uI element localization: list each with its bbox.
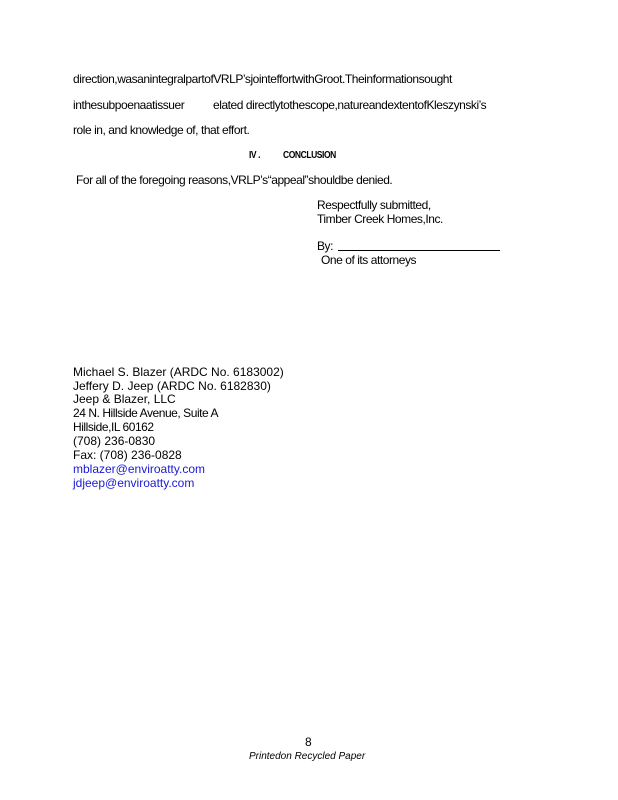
- signature-closing: Respectfully submitted,: [317, 198, 431, 212]
- footer-note: Printedon Recycled Paper: [249, 751, 366, 762]
- body-line-1: direction,wasanintegralpartofVRLP’sjointeffortwithGroot.Theinformationsought: [73, 72, 452, 86]
- attorney-name-2: Jeffery D. Jeep (ARDC No. 6182830): [73, 379, 271, 393]
- body-line-3: role in, and knowledge of, that effort.: [73, 123, 250, 137]
- body-line-2a: inthesubpoenaatissuer: [73, 98, 185, 112]
- attorney-name-1: Michael S. Blazer (ARDC No. 6183002): [73, 365, 284, 379]
- signature-by-label: By:: [317, 239, 333, 253]
- signature-role: One of its attorneys: [321, 253, 417, 267]
- email-link-2[interactable]: jdjeep@enviroatty.com: [73, 476, 195, 490]
- firm-city: Hillside,IL 60162: [73, 420, 154, 434]
- firm-phone: (708) 236-0830: [73, 434, 156, 448]
- signature-line: [338, 250, 500, 251]
- conclusion-text: For all of the foregoing reasons,VRLP’s“appeal”shouldbe denied.: [76, 173, 393, 187]
- signature-party: Timber Creek Homes,Inc.: [317, 212, 443, 226]
- email-link-1[interactable]: mblazer@enviroatty.com: [73, 462, 205, 476]
- firm-fax: Fax: (708) 236-0828: [73, 448, 182, 462]
- page-number: 8: [305, 735, 312, 749]
- firm-name: Jeep & Blazer, LLC: [73, 392, 176, 406]
- section-number: IV .: [249, 150, 261, 161]
- section-heading: CONCLUSION: [283, 150, 336, 161]
- body-line-2b: elated directlytothescope,natureandextentofKleszynski’s: [213, 98, 487, 112]
- firm-street: 24 N. Hillside Avenue, Suite A: [73, 406, 219, 420]
